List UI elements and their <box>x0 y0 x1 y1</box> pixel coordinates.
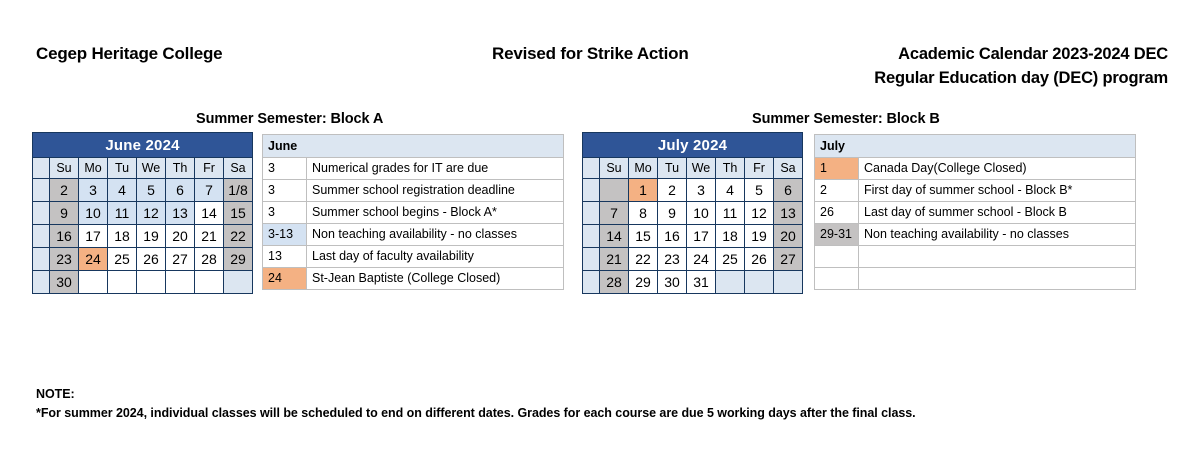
calendar-week-row <box>33 179 253 202</box>
calendar-week-spacer-cell <box>33 248 50 271</box>
calendar-day-cell[interactable]: 31 <box>687 271 716 294</box>
events-body-july <box>815 135 1136 290</box>
calendar-body-june <box>33 133 253 294</box>
calendar-day-cell[interactable]: 19 <box>137 225 166 248</box>
event-date-cell: 3 <box>263 158 307 180</box>
calendar-dow-header-fr: Fr <box>745 158 774 179</box>
events-table-row <box>815 202 1136 224</box>
events-month-header-june: June <box>263 135 564 158</box>
event-date-cell: 3 <box>263 202 307 224</box>
calendar-empty-cell <box>108 271 137 294</box>
calendar-week-spacer-cell <box>583 179 600 202</box>
calendar-spacer-cell <box>33 158 50 179</box>
organization-title: Cegep Heritage College <box>36 44 223 63</box>
event-description-cell <box>859 268 1136 290</box>
calendar-day-cell[interactable]: 23 <box>658 248 687 271</box>
event-date-cell: 2 <box>815 180 859 202</box>
calendar-week-row <box>583 202 803 225</box>
page-header <box>0 0 1200 100</box>
calendar-day-cell[interactable]: 14 <box>195 202 224 225</box>
event-description-cell: Summer school registration deadline <box>307 180 564 202</box>
events-header-row <box>815 135 1136 158</box>
calendar-week-spacer-cell <box>583 271 600 294</box>
academic-calendar-title-line1: Academic Calendar 2023-2024 DEC <box>898 45 1168 63</box>
calendar-week-row <box>33 271 253 294</box>
calendar-dow-header-su: Su <box>50 158 79 179</box>
calendar-month-title-june: June 2024 <box>33 133 253 158</box>
academic-calendar-title <box>748 42 1168 90</box>
event-date-cell: 24 <box>263 268 307 290</box>
calendar-day-cell[interactable]: 22 <box>224 225 253 248</box>
events-table-row <box>263 224 564 246</box>
block-b-section-label: Summer Semester: Block B <box>752 111 940 127</box>
calendar-dow-header-tu: Tu <box>658 158 687 179</box>
calendar-day-cell[interactable]: 16 <box>658 225 687 248</box>
calendar-dow-header-mo: Mo <box>629 158 658 179</box>
block-a-section-label: Summer Semester: Block A <box>196 111 384 127</box>
calendar-empty-cell <box>600 179 629 202</box>
calendar-day-cell[interactable]: 27 <box>166 248 195 271</box>
event-description-cell: St-Jean Baptiste (College Closed) <box>307 268 564 290</box>
event-description-cell <box>859 246 1136 268</box>
events-table-july <box>814 134 1136 290</box>
calendar-dow-header-fr: Fr <box>195 158 224 179</box>
calendar-day-cell[interactable]: 18 <box>108 225 137 248</box>
calendar-day-cell[interactable]: 16 <box>50 225 79 248</box>
events-table-row <box>815 158 1136 180</box>
footer-note-text: *For summer 2024, individual classes will be scheduled to end on different dates. Grades for each course are due 5 working days after the final class. <box>36 406 916 420</box>
event-description-cell: Canada Day(College Closed) <box>859 158 1136 180</box>
calendar-day-cell[interactable]: 8 <box>629 202 658 225</box>
revision-notice-title: Revised for Strike Action <box>492 44 689 63</box>
calendar-day-cell[interactable]: 13 <box>166 202 195 225</box>
calendar-day-cell[interactable]: 26 <box>745 248 774 271</box>
calendar-day-cell[interactable]: 1/8 <box>224 179 253 202</box>
calendar-month-title-july: July 2024 <box>583 133 803 158</box>
calendar-day-cell[interactable]: 24 <box>687 248 716 271</box>
calendar-grid-july <box>582 132 803 294</box>
calendar-day-cell[interactable]: 3 <box>687 179 716 202</box>
calendar-grid-june <box>32 132 253 294</box>
event-description-cell: Last day of faculty availability <box>307 246 564 268</box>
calendar-dow-header-sa: Sa <box>224 158 253 179</box>
calendar-title-row <box>583 133 803 158</box>
calendar-day-cell[interactable]: 25 <box>716 248 745 271</box>
calendar-day-cell[interactable]: 6 <box>166 179 195 202</box>
calendar-day-cell[interactable]: 26 <box>137 248 166 271</box>
event-description-cell: Summer school begins - Block A* <box>307 202 564 224</box>
calendar-week-spacer-cell <box>33 179 50 202</box>
calendar-day-cell[interactable]: 21 <box>195 225 224 248</box>
calendar-day-cell[interactable]: 14 <box>600 225 629 248</box>
calendar-day-cell[interactable]: 9 <box>50 202 79 225</box>
calendar-dow-header-mo: Mo <box>79 158 108 179</box>
event-date-cell: 13 <box>263 246 307 268</box>
calendar-dow-row <box>583 158 803 179</box>
events-table-row <box>263 246 564 268</box>
calendar-day-cell[interactable]: 19 <box>745 225 774 248</box>
calendar-week-row <box>33 202 253 225</box>
events-table-row <box>263 202 564 224</box>
calendar-day-cell[interactable]: 29 <box>224 248 253 271</box>
calendar-dow-header-th: Th <box>166 158 195 179</box>
calendar-day-cell[interactable]: 22 <box>629 248 658 271</box>
academic-calendar-title-line2: Regular Education day (DEC) program <box>874 69 1168 87</box>
calendar-day-cell[interactable]: 25 <box>108 248 137 271</box>
calendar-empty-cell <box>745 271 774 294</box>
calendar-empty-cell <box>137 271 166 294</box>
calendar-dow-header-we: We <box>137 158 166 179</box>
events-month-header-july: July <box>815 135 1136 158</box>
events-body-june <box>263 135 564 290</box>
calendar-week-row <box>583 248 803 271</box>
calendar-day-cell[interactable]: 13 <box>774 202 803 225</box>
event-date-cell <box>815 246 859 268</box>
calendar-day-cell[interactable]: 2 <box>658 179 687 202</box>
calendar-day-cell[interactable]: 7 <box>600 202 629 225</box>
events-table-row <box>815 246 1136 268</box>
calendar-day-cell[interactable]: 12 <box>745 202 774 225</box>
calendar-day-cell[interactable]: 27 <box>774 248 803 271</box>
calendar-day-cell[interactable]: 28 <box>600 271 629 294</box>
events-table-row <box>815 224 1136 246</box>
calendar-day-cell[interactable]: 17 <box>687 225 716 248</box>
calendar-day-cell[interactable]: 15 <box>629 225 658 248</box>
calendar-week-row <box>583 225 803 248</box>
calendar-day-cell[interactable]: 24 <box>79 248 108 271</box>
calendar-dow-header-su: Su <box>600 158 629 179</box>
calendar-day-cell[interactable]: 1 <box>629 179 658 202</box>
calendar-day-cell[interactable]: 30 <box>658 271 687 294</box>
calendar-week-spacer-cell <box>583 225 600 248</box>
calendar-body-july <box>583 133 803 294</box>
calendar-day-cell[interactable]: 30 <box>50 271 79 294</box>
footer-note-label: NOTE: <box>36 387 75 401</box>
calendar-day-cell[interactable]: 9 <box>658 202 687 225</box>
calendar-day-cell[interactable]: 11 <box>108 202 137 225</box>
calendar-day-cell[interactable]: 29 <box>629 271 658 294</box>
event-date-cell: 26 <box>815 202 859 224</box>
events-table-row <box>815 180 1136 202</box>
event-description-cell: Numerical grades for IT are due <box>307 158 564 180</box>
calendar-week-spacer-cell <box>33 271 50 294</box>
calendar-day-cell[interactable]: 3 <box>79 179 108 202</box>
calendar-day-cell[interactable]: 10 <box>687 202 716 225</box>
calendar-empty-cell <box>79 271 108 294</box>
event-date-cell: 29-31 <box>815 224 859 246</box>
event-date-cell: 3 <box>263 180 307 202</box>
events-table-row <box>263 180 564 202</box>
calendar-dow-row <box>33 158 253 179</box>
calendar-day-cell[interactable]: 6 <box>774 179 803 202</box>
calendar-empty-cell <box>224 271 253 294</box>
calendar-week-row <box>33 225 253 248</box>
event-description-cell: Non teaching availability - no classes <box>307 224 564 246</box>
calendar-dow-header-sa: Sa <box>774 158 803 179</box>
calendar-day-cell[interactable]: 21 <box>600 248 629 271</box>
calendar-spacer-cell <box>583 158 600 179</box>
event-date-cell: 1 <box>815 158 859 180</box>
calendar-empty-cell <box>716 271 745 294</box>
events-table-june <box>262 134 564 290</box>
calendar-empty-cell <box>774 271 803 294</box>
calendar-week-spacer-cell <box>33 225 50 248</box>
calendar-day-cell[interactable]: 4 <box>716 179 745 202</box>
calendar-day-cell[interactable]: 10 <box>79 202 108 225</box>
events-table-row <box>263 158 564 180</box>
calendar-day-cell[interactable]: 28 <box>195 248 224 271</box>
event-date-cell <box>815 268 859 290</box>
calendar-day-cell[interactable]: 11 <box>716 202 745 225</box>
calendar-day-cell[interactable]: 15 <box>224 202 253 225</box>
calendar-day-cell[interactable]: 7 <box>195 179 224 202</box>
event-date-cell: 3-13 <box>263 224 307 246</box>
calendar-week-row <box>583 271 803 294</box>
calendar-week-spacer-cell <box>33 202 50 225</box>
calendar-day-cell[interactable]: 17 <box>79 225 108 248</box>
calendar-day-cell[interactable]: 5 <box>745 179 774 202</box>
calendar-day-cell[interactable]: 12 <box>137 202 166 225</box>
calendar-dow-header-tu: Tu <box>108 158 137 179</box>
calendar-title-row <box>33 133 253 158</box>
events-table-row <box>263 268 564 290</box>
events-header-row <box>263 135 564 158</box>
calendar-week-spacer-cell <box>583 202 600 225</box>
events-table-row <box>815 268 1136 290</box>
calendar-day-cell[interactable]: 18 <box>716 225 745 248</box>
calendar-day-cell[interactable]: 5 <box>137 179 166 202</box>
event-description-cell: Last day of summer school - Block B <box>859 202 1136 224</box>
calendar-day-cell[interactable]: 4 <box>108 179 137 202</box>
calendar-empty-cell <box>195 271 224 294</box>
calendar-day-cell[interactable]: 20 <box>774 225 803 248</box>
calendar-week-row <box>33 248 253 271</box>
calendar-empty-cell <box>166 271 195 294</box>
calendar-day-cell[interactable]: 2 <box>50 179 79 202</box>
calendar-day-cell[interactable]: 20 <box>166 225 195 248</box>
calendar-week-spacer-cell <box>583 248 600 271</box>
event-description-cell: First day of summer school - Block B* <box>859 180 1136 202</box>
calendar-dow-header-we: We <box>687 158 716 179</box>
calendar-day-cell[interactable]: 23 <box>50 248 79 271</box>
calendar-week-row <box>583 179 803 202</box>
event-description-cell: Non teaching availability - no classes <box>859 224 1136 246</box>
calendar-dow-header-th: Th <box>716 158 745 179</box>
